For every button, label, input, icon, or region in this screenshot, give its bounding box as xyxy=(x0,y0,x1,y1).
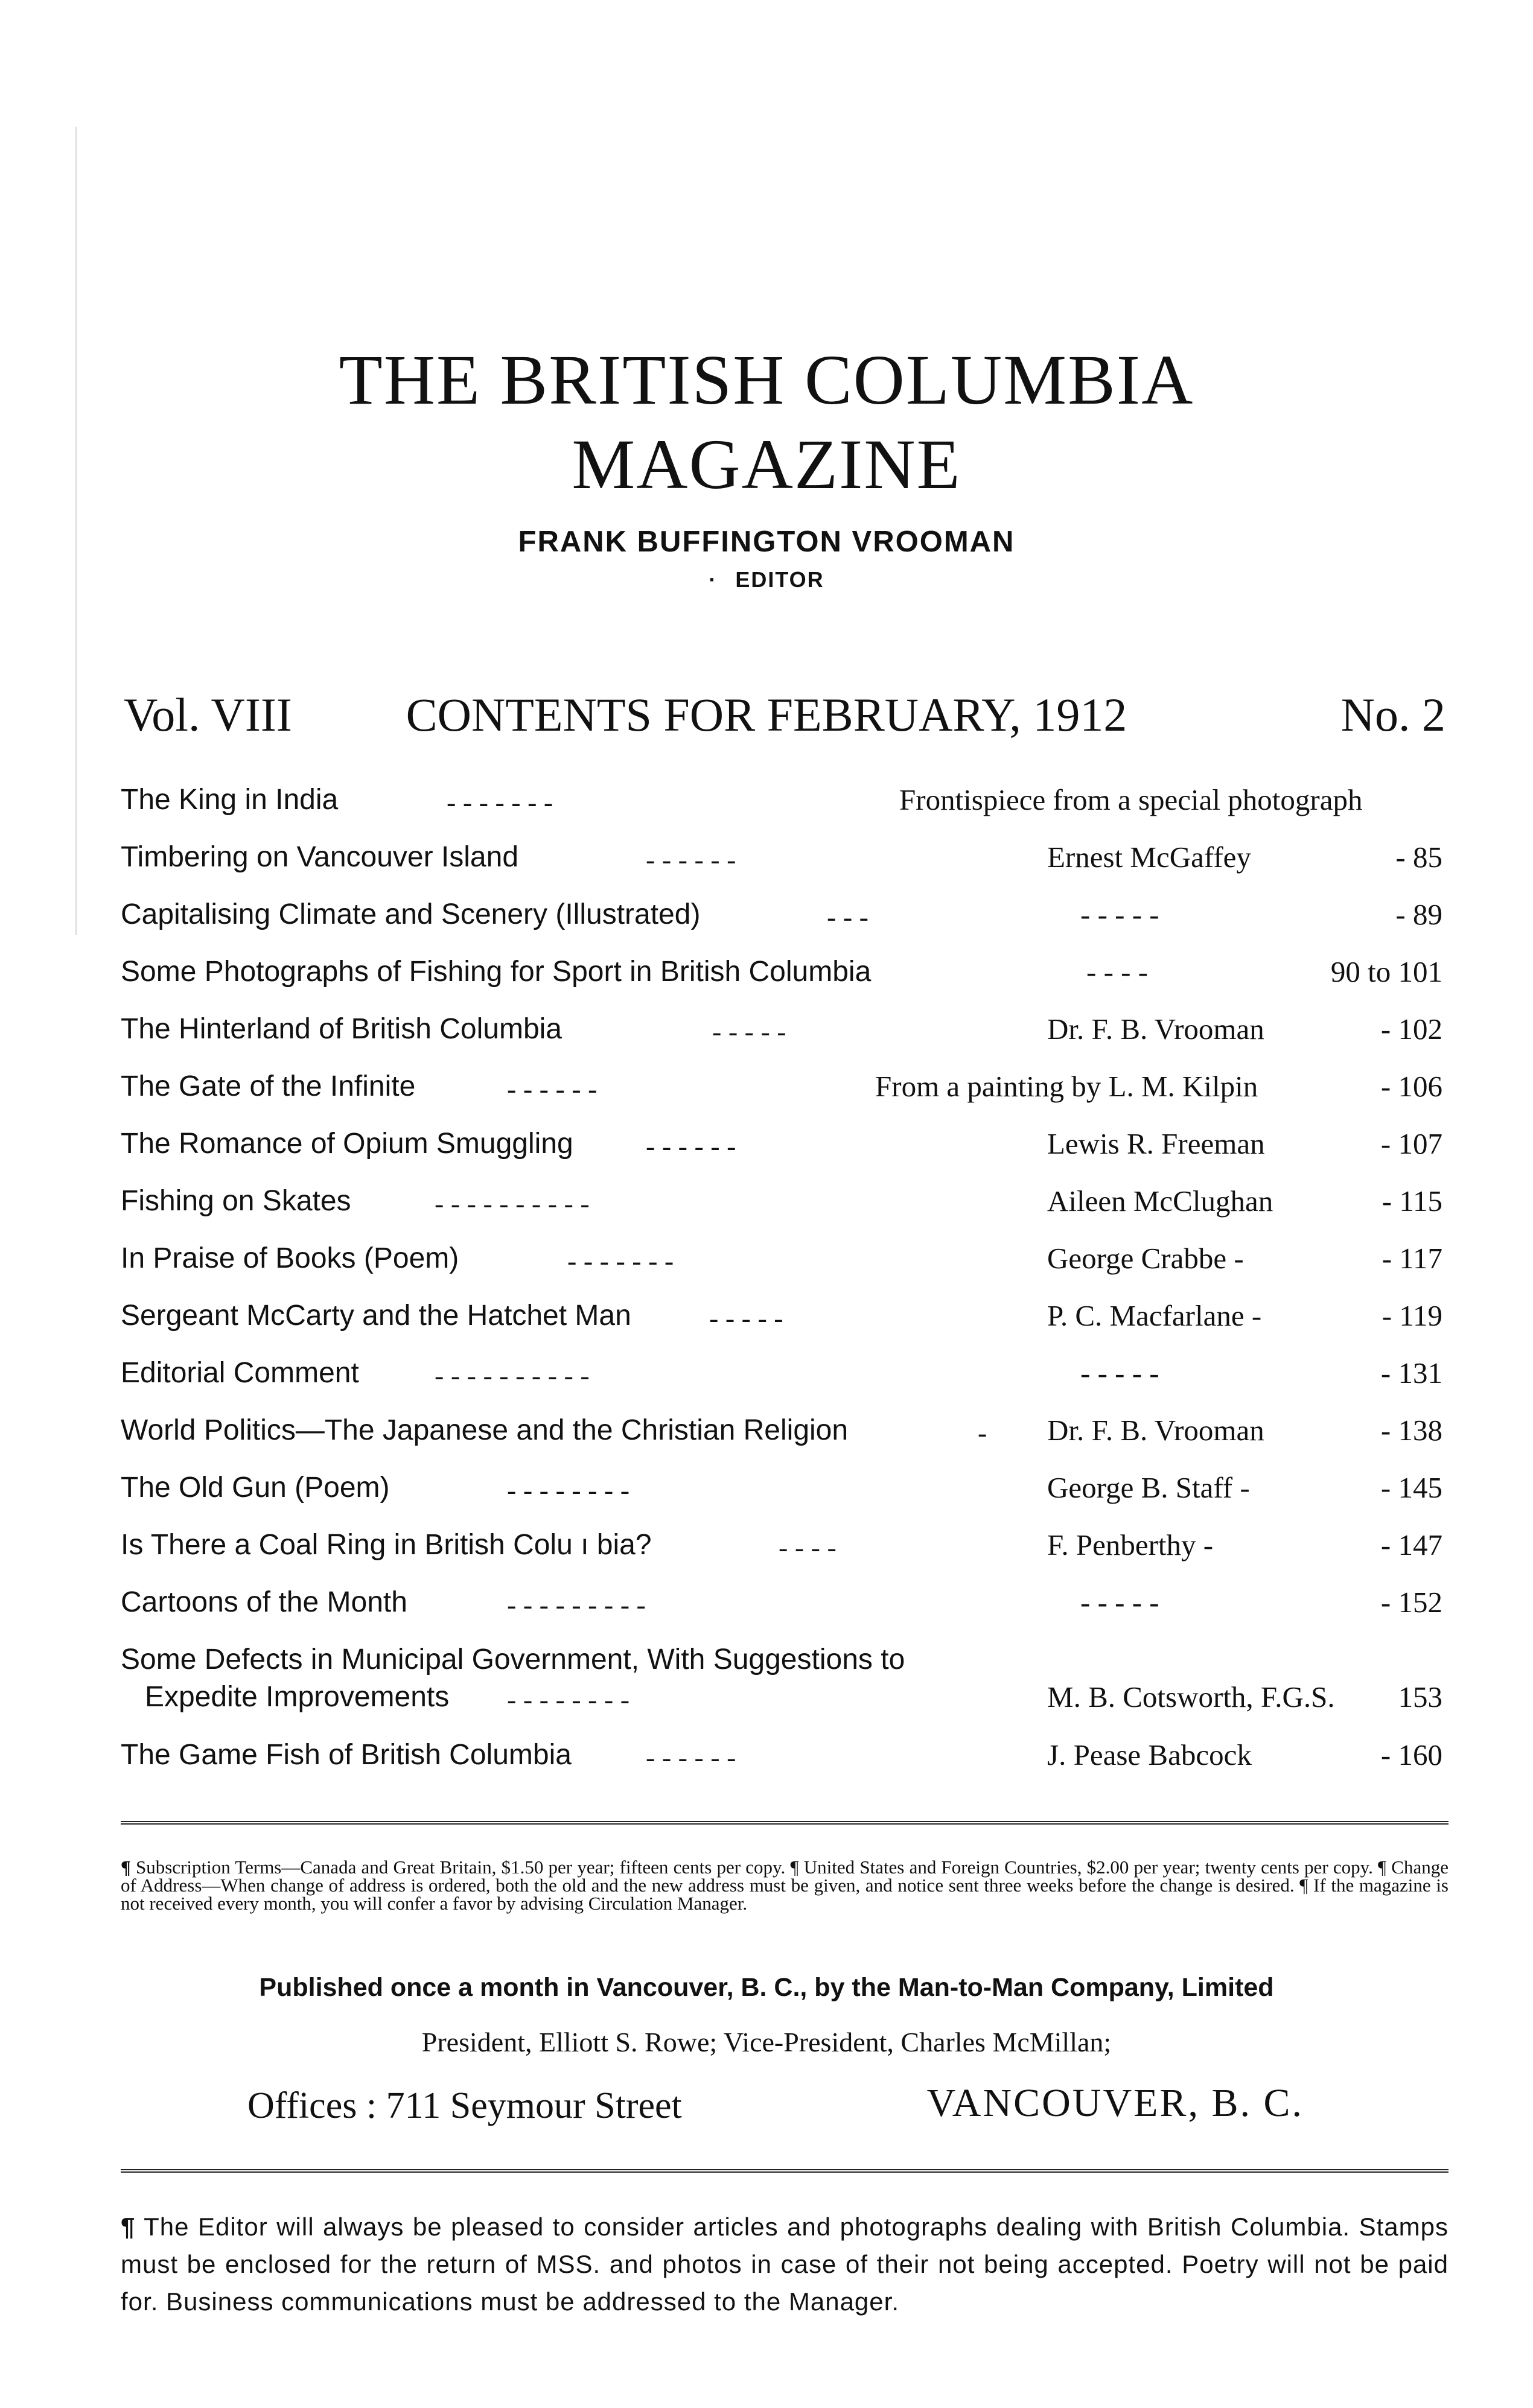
toc-title: Editorial Comment xyxy=(121,1357,359,1389)
toc-author: Dr. F. B. Vrooman xyxy=(1047,1414,1264,1447)
toc-title: The Romance of Opium Smuggling xyxy=(121,1128,573,1160)
divider-rule xyxy=(121,2169,1449,2173)
toc-leader: - - - - - - xyxy=(646,1742,736,1773)
toc-author: Ernest McGaffey xyxy=(1047,840,1251,874)
toc-title: Timbering on Vancouver Island xyxy=(121,841,519,873)
toc-author: From a painting by L. M. Kilpin xyxy=(875,1070,1258,1103)
toc-page: - 117 xyxy=(1382,1242,1442,1275)
toc-title: The Gate of the Infinite xyxy=(121,1070,416,1102)
toc-leader: - - - - - - - xyxy=(567,1245,674,1276)
editor-role xyxy=(0,567,1533,592)
published-line: Published once a month in Vancouver, B. C., by the Man-to-Man Company, Limited xyxy=(259,1973,1274,2002)
toc-leader: - - - - - - - - - - xyxy=(435,1360,590,1391)
toc-entry xyxy=(121,1068,1449,1125)
toc-page: - 160 xyxy=(1380,1738,1442,1771)
toc-title: Sergeant McCarty and the Hatchet Man xyxy=(121,1300,631,1332)
subscription-text: Subscription Terms—Canada and Great Britain, $1.50 per year; fifteen cents per copy. ¶ United States and Foreign Countries, $2.00 per year; twenty cents per copy. ¶ Change of Address—When change of address is ordered, both the old and the new address must be given, and notice sent three weeks before the change is desired. ¶ If the magazine is not received every month, you will confer a favor by advising Circulation Manager. xyxy=(121,1857,1449,1914)
toc-title: Fishing on Skates xyxy=(121,1185,351,1217)
toc-page: - 138 xyxy=(1380,1414,1442,1447)
toc-leader: - - - - - - - - xyxy=(507,1475,630,1505)
toc-title: Capitalising Climate and Scenery (Illustrated) xyxy=(121,898,701,930)
toc-entry xyxy=(121,1355,1449,1412)
toc-author: - - - - xyxy=(1086,955,1149,988)
toc-author: Lewis R. Freeman xyxy=(1047,1127,1265,1160)
volume-label: Vol. VIII xyxy=(124,688,292,741)
issue-number: No. 2 xyxy=(1340,688,1445,741)
toc-page: - 102 xyxy=(1380,1012,1442,1046)
toc-leader: - - - - - xyxy=(712,1016,786,1047)
toc-title-line-2: Expedite Improvements xyxy=(145,1681,450,1713)
magazine-title xyxy=(0,338,1533,507)
editor-notice xyxy=(121,2208,1449,2321)
toc-author: George Crabbe - xyxy=(1047,1242,1244,1275)
toc-page: 90 to 101 xyxy=(1330,955,1442,988)
paragraph-mark: ¶ xyxy=(121,2213,136,2241)
toc-title: World Politics—The Japanese and the Christian Religion xyxy=(121,1414,849,1446)
title-line-1: THE BRITISH COLUMBIA xyxy=(339,340,1194,419)
toc-entry xyxy=(121,1240,1449,1297)
divider-rule xyxy=(121,1821,1449,1825)
toc-title: In Praise of Books (Poem) xyxy=(121,1242,459,1274)
toc-leader: - - - - - - - - xyxy=(507,1684,630,1715)
toc-entry xyxy=(121,953,1449,1011)
toc-author: J. Pease Babcock xyxy=(1047,1738,1252,1771)
toc-title: The King in India xyxy=(121,784,339,816)
toc-entry xyxy=(121,1526,1449,1584)
toc-leader: - - - - - xyxy=(709,1303,783,1333)
toc-author: Dr. F. B. Vrooman xyxy=(1047,1012,1264,1046)
toc-title: Some Photographs of Fishing for Sport in British Columbia xyxy=(121,956,872,988)
toc-author: George B. Staff - xyxy=(1047,1471,1250,1504)
editor-role-label: EDITOR xyxy=(735,567,824,592)
toc-leader: - - - - xyxy=(779,1532,837,1563)
toc-author: Frontispiece from a special photograph xyxy=(899,783,1363,816)
toc-leader: - xyxy=(978,1417,987,1448)
office-address: Offices : 711 Seymour Street xyxy=(247,2085,682,2126)
toc-page: - 85 xyxy=(1395,840,1442,874)
toc-title: The Old Gun (Poem) xyxy=(121,1472,390,1504)
toc-page: - 107 xyxy=(1380,1127,1442,1160)
toc-entry xyxy=(121,781,1449,839)
toc-page: 153 xyxy=(1398,1680,1442,1714)
toc-title: The Game Fish of British Columbia xyxy=(121,1739,572,1771)
toc-entry xyxy=(121,1736,1449,1794)
toc-author: M. B. Cotsworth, F.G.S. xyxy=(1047,1680,1335,1714)
toc-entry xyxy=(121,1297,1449,1355)
toc-leader: - - - - - - xyxy=(646,844,736,875)
toc-leader: - - - - - - - - - - xyxy=(435,1188,590,1219)
toc-page: - 89 xyxy=(1395,898,1442,931)
toc-leader: - - - xyxy=(827,901,868,932)
subscription-terms xyxy=(121,1858,1449,1913)
notice-text: The Editor will always be pleased to consider articles and photographs dealing with British Columbia. Stamps must be enclosed for the return of MSS. and photos in case of their not being accepted. Poetry will not be paid for. Business communications must be addressed to the Manager. xyxy=(121,2213,1449,2316)
toc-leader: - - - - - - xyxy=(646,1131,736,1161)
editor-name: FRANK BUFFINGTON VROOMAN xyxy=(518,526,1015,558)
editor-dot: · xyxy=(709,567,718,592)
toc-author: - - - - - xyxy=(1080,1586,1159,1619)
toc-page: - 131 xyxy=(1380,1356,1442,1390)
toc-entry xyxy=(121,1469,1449,1526)
toc-page: - 152 xyxy=(1380,1586,1442,1619)
toc-leader: - - - - - - xyxy=(507,1073,598,1104)
toc-entry xyxy=(121,1011,1449,1068)
toc-entry xyxy=(121,1183,1449,1240)
toc-entry xyxy=(121,1641,1449,1736)
toc-leader: - - - - - - - - - xyxy=(507,1589,646,1620)
toc-page: - 115 xyxy=(1382,1184,1442,1218)
toc-page: - 147 xyxy=(1380,1528,1442,1561)
toc-entry xyxy=(121,1584,1449,1641)
toc-author: P. C. Macfarlane - xyxy=(1047,1299,1262,1332)
paragraph-mark: ¶ xyxy=(121,1857,131,1878)
office-city: VANCOUVER, B. C. xyxy=(926,2081,1304,2125)
title-line-2: MAGAZINE xyxy=(572,425,961,504)
toc-entry xyxy=(121,839,1449,896)
toc-title: Cartoons of the Month xyxy=(121,1586,407,1618)
contents-heading: CONTENTS FOR FEBRUARY, 1912 xyxy=(406,688,1127,741)
toc-entry xyxy=(121,1125,1449,1183)
table-of-contents xyxy=(121,781,1449,1794)
toc-title: The Hinterland of British Columbia xyxy=(121,1013,562,1045)
toc-entry xyxy=(121,1412,1449,1469)
toc-entry xyxy=(121,896,1449,953)
toc-author: - - - - - xyxy=(1080,1356,1159,1390)
officers-line: President, Elliott S. Rowe; Vice-President, Charles McMillan; xyxy=(421,2027,1112,2057)
toc-author: - - - - - xyxy=(1080,898,1159,931)
toc-page: - 106 xyxy=(1380,1070,1442,1103)
toc-page: - 145 xyxy=(1380,1471,1442,1504)
toc-page: - 119 xyxy=(1382,1299,1442,1332)
toc-title: Is There a Coal Ring in British Colu ı bia? xyxy=(121,1529,652,1561)
toc-title-line-1: Some Defects in Municipal Government, With Suggestions to xyxy=(121,1644,905,1676)
toc-author: F. Penberthy - xyxy=(1047,1528,1214,1561)
toc-author: Aileen McClughan xyxy=(1047,1184,1273,1218)
toc-leader: - - - - - - - xyxy=(447,787,553,818)
